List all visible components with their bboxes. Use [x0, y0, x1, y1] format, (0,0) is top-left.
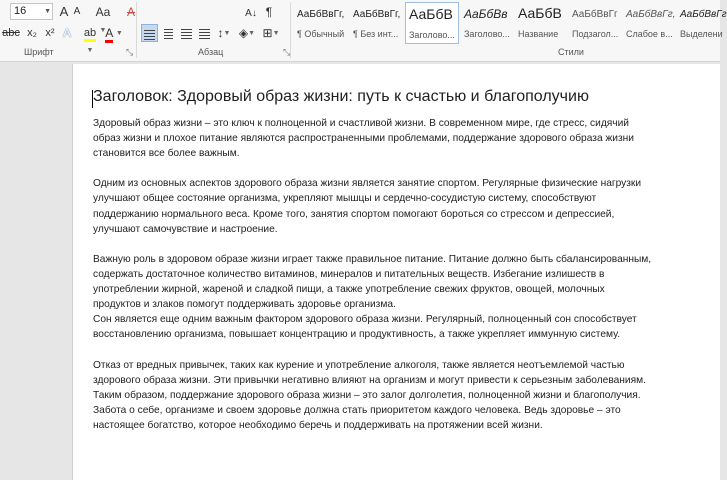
sort-button[interactable]: A↓	[245, 8, 257, 19]
style-name: Название	[518, 29, 559, 39]
font-size-box[interactable]	[10, 3, 53, 20]
style-name: ¶ Без инт...	[353, 29, 399, 39]
align-center-icon	[164, 29, 173, 39]
document-body[interactable]	[93, 116, 653, 448]
document-page[interactable]	[72, 64, 720, 480]
styles-group-label: Стили	[558, 47, 584, 57]
style-emphasis[interactable]	[677, 2, 727, 44]
paragraph[interactable]: Важную роль в здоровом образе жизни играет также правильное питание. Питание должно быть сбалансированным, содержать достаточное количество витаминов, минералов и питательных веществ. Избегание излишеств в употреблении жирной, жареной и сладкой пищи, а также употребление свежих фруктов, овощей, молочных продуктов и злаков помогут поддерживать здоровье организма.	[93, 253, 652, 311]
ribbon	[0, 0, 727, 62]
paragraph[interactable]: Таким образом, поддержание здорового образа жизни – это залог долголетия, полноценной жизни и благополучия. Забота о себе, организме и своем здоровье должна стать приоритетом каждого человека. Ведь здоровье – это настоящее богатство, которое необходимо беречь и поддерживать на протяжении всей жизни.	[93, 389, 641, 431]
style-name: Слабое в...	[626, 29, 673, 39]
subscript-button[interactable]: x₂	[27, 27, 37, 39]
style-name: ¶ Обычный	[297, 29, 345, 39]
shrink-font-button[interactable]: A	[73, 6, 81, 17]
styles-gallery	[294, 2, 727, 44]
grow-font-button[interactable]: A	[59, 4, 69, 19]
style-name: Подзагол...	[572, 29, 619, 39]
style-name: Выделени	[680, 29, 723, 39]
style-preview: АаБбВвГг	[680, 9, 727, 20]
text-effects-button[interactable]: A	[62, 26, 71, 40]
align-left-icon	[144, 30, 155, 40]
chevron-down-icon: ▼	[272, 29, 280, 37]
superscript-button[interactable]: x²	[45, 27, 55, 39]
font-color-button[interactable]: A ▼	[104, 24, 124, 42]
paragraph-group-label: Абзац	[198, 47, 224, 57]
chevron-down-icon: ▼	[248, 29, 256, 37]
style-normal[interactable]	[294, 2, 348, 44]
style-heading-1[interactable]	[405, 2, 459, 44]
style-preview: АаБбВ	[518, 5, 562, 21]
style-name: Заголово...	[409, 30, 455, 40]
align-left-button[interactable]	[141, 24, 158, 42]
font-group-label: Шрифт	[24, 47, 54, 57]
style-preview: АаБбВвГг	[572, 9, 618, 20]
font-dialog-launcher-icon[interactable]: ⤡	[126, 47, 134, 57]
chevron-down-icon: ▼	[86, 47, 94, 55]
group-divider	[136, 2, 137, 58]
shading-button[interactable]: ◈▼	[238, 26, 256, 40]
style-preview: АаБбВвГг,	[297, 9, 345, 20]
align-center-button[interactable]	[160, 24, 176, 42]
justify-icon	[199, 29, 210, 39]
chevron-down-icon: ▼	[223, 29, 231, 37]
borders-button[interactable]: ⊞▼	[262, 26, 280, 40]
chevron-down-icon: ▼	[99, 26, 107, 34]
document-heading[interactable]: Заголовок: Здоровый образ жизни: путь к счастью и благополучию	[93, 88, 589, 105]
align-right-icon	[181, 29, 192, 39]
clear-formatting-button[interactable]: A	[126, 5, 135, 19]
paragraph-dialog-launcher-icon[interactable]: ⤡	[283, 47, 291, 57]
style-preview: АаБбВв	[464, 7, 508, 21]
chevron-down-icon: ▼	[115, 29, 123, 37]
style-title[interactable]	[515, 2, 569, 44]
group-divider	[290, 2, 291, 58]
style-preview: АаБбВ	[409, 6, 453, 22]
paragraph[interactable]: Одним из основных аспектов здорового образа жизни является занятие спортом. Регулярные физические нагрузки улучшают общее состояние организма, укрепляют мышцы и сердечно-сосудистую систему, способствуют поддержанию нормального веса. Кроме того, занятия спортом помогают бороться со стрессом и депрессией, улучшают самочувствие и настроение.	[93, 178, 642, 235]
style-preview: АаБбВвГг,	[353, 9, 401, 20]
style-heading-2[interactable]	[461, 2, 515, 44]
justify-button[interactable]	[196, 24, 212, 42]
style-no-spacing[interactable]	[350, 2, 404, 44]
style-name: Заголово...	[464, 29, 510, 39]
strikethrough-button[interactable]: abc	[2, 27, 20, 39]
line-spacing-button[interactable]: ↕▼	[217, 26, 231, 40]
align-right-button[interactable]	[178, 24, 194, 42]
paragraph[interactable]: Здоровый образ жизни – это ключ к полноценной и счастливой жизни. В современном мире, где стресс, сидячий образ жизни и плохое питание являются распространенными проблемами, поддержание здорового образа жизни становится все более важным.	[93, 118, 634, 160]
paragraph[interactable]: Отказ от вредных привычек, таких как курение и употребление алкоголя, также является неотъемлемой частью здорового образа жизни. Эти привычки негативно влияют на организм и могут привести к серьезным заболеваниям.	[93, 359, 646, 386]
paragraph[interactable]: Сон является еще одним важным фактором здорового образа жизни. Регулярный, полноценный сон способствует восстановлению организма, повышает концентрацию и продуктивность, а также укрепляет иммунную систему.	[93, 314, 637, 341]
style-preview: АаБбВвГг,	[626, 9, 676, 20]
font-size-value: 16	[14, 5, 27, 17]
show-marks-button[interactable]: ¶	[265, 5, 273, 19]
change-case-button[interactable]: Aa ▼	[95, 5, 111, 34]
chevron-down-icon[interactable]: ▼	[44, 8, 51, 15]
highlight-button[interactable]: ab ▼	[83, 27, 97, 55]
style-subtle-emphasis[interactable]	[623, 2, 677, 44]
style-subtitle[interactable]	[569, 2, 623, 44]
